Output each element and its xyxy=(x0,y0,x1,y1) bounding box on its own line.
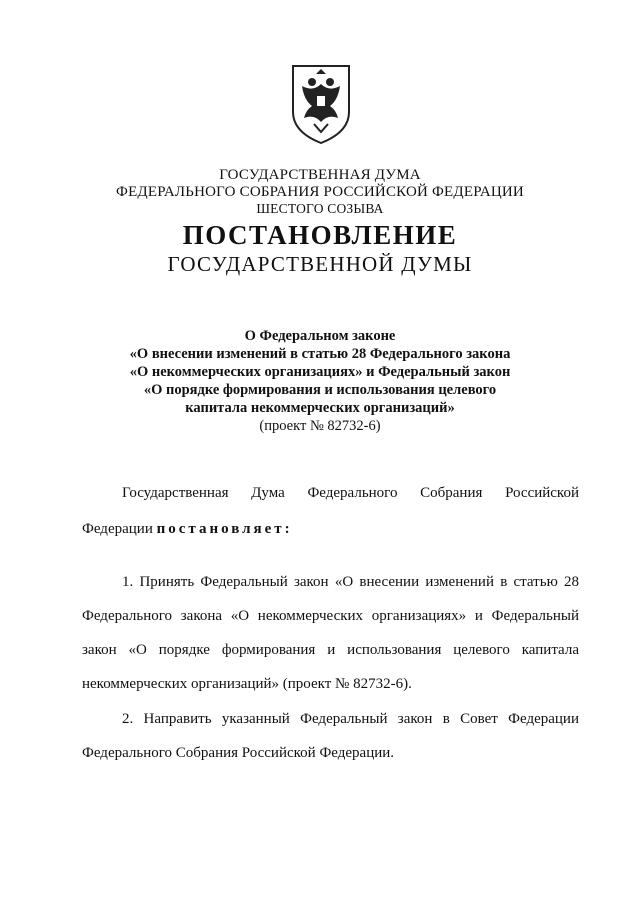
item-1-line-1: 1. Принять Федеральный закон «О внесении изменений в статью 28 xyxy=(122,574,579,590)
coat-of-arms-emblem xyxy=(290,62,352,146)
document-title: ПОСТАНОВЛЕНИЕ xyxy=(182,220,458,250)
preamble-prefix: Федерации xyxy=(82,521,157,537)
subject-line-1: О Федеральном законе xyxy=(244,328,396,344)
subject-line-5: капитала некоммерческих организаций» xyxy=(185,400,455,416)
subject-line-2: «О внесении изменений в статью 28 Федерального закона xyxy=(129,346,511,362)
decree-verb: постановляет: xyxy=(156,521,293,537)
item-1-line-2: Федерального закона «О некоммерческих организациях» и Федеральный xyxy=(82,608,579,624)
document-subtitle: ГОСУДАРСТВЕННОЙ ДУМЫ xyxy=(167,252,473,276)
preamble-line-2 xyxy=(82,520,579,538)
preamble-line-1: Государственная Дума Федерального Собрания Российской xyxy=(122,485,579,501)
item-1-line-3: закон «О порядке формирования и использования целевого капитала xyxy=(82,642,579,658)
subject-line-3: «О некоммерческих организациях» и Федеральный закон xyxy=(129,364,511,380)
header-line-1: ГОСУДАРСТВЕННАЯ ДУМА xyxy=(219,167,421,183)
project-number: (проект № 82732-6) xyxy=(259,418,381,434)
item-2-line-2: Федерального Собрания Российской Федерации. xyxy=(82,745,395,761)
subject-line-4: «О порядке формирования и использования целевого xyxy=(143,382,497,398)
header-line-2: ФЕДЕРАЛЬНОГО СОБРАНИЯ РОССИЙСКОЙ ФЕДЕРАЦИИ xyxy=(116,184,524,200)
item-2-line-1: 2. Направить указанный Федеральный закон в Совет Федерации xyxy=(122,711,579,727)
header-line-3: ШЕСТОГО СОЗЫВА xyxy=(256,201,384,216)
item-1-line-4: некоммерческих организаций» (проект № 82732-6). xyxy=(82,676,412,692)
